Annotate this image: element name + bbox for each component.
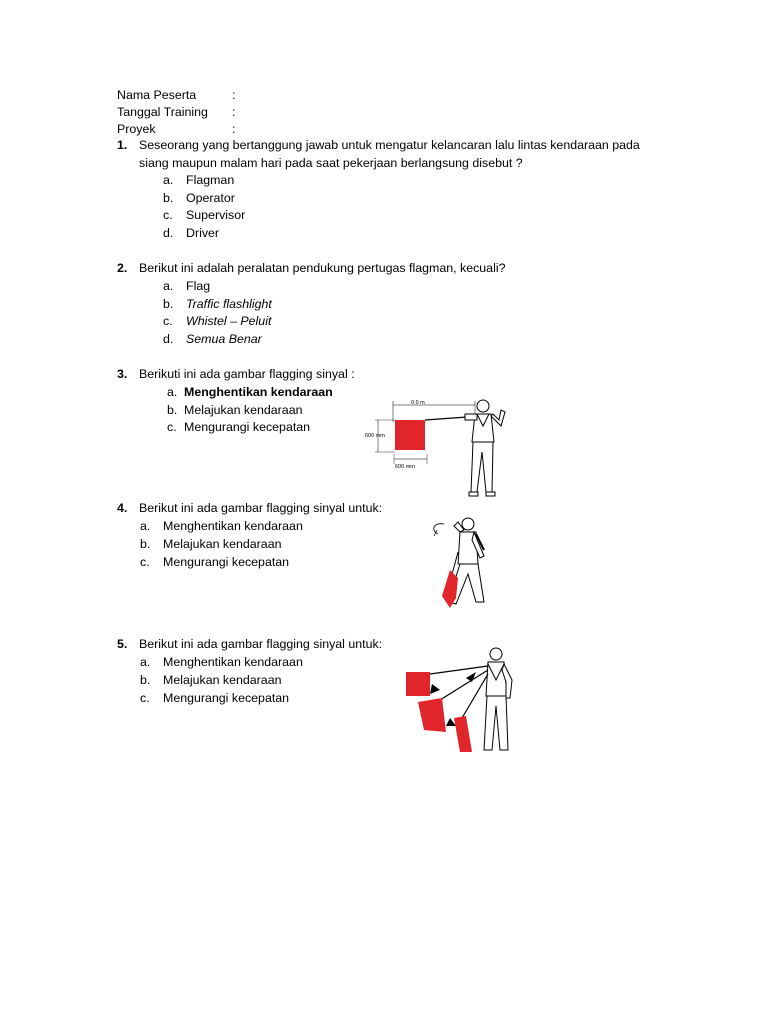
option-b: [167, 402, 302, 420]
option-c: [163, 207, 245, 225]
question-text-line-1: Berikut ini ada gambar flagging sinyal untuk:: [139, 501, 383, 515]
red-flag: [395, 420, 425, 450]
option-letter: c.: [167, 420, 177, 434]
dim-label-height: 600 mm: [365, 433, 385, 439]
option-text: Melajukan kendaraan: [184, 403, 303, 417]
option-b: [163, 190, 235, 208]
option-text: Mengurangi kecepatan: [184, 420, 311, 434]
option-letter: d.: [163, 332, 174, 346]
question-text-line-2: siang maupun malam hari pada saat pekerjaan berlangsung disebut ?: [139, 156, 523, 170]
option-text: Menghentikan kendaraan: [163, 655, 303, 669]
option-text: Operator: [186, 191, 235, 205]
option-a: [167, 384, 333, 402]
question-text-line-1: Seseorang yang bertanggung jawab untuk mengatur kelancaran lalu lintas kendaraan pada: [139, 138, 640, 152]
question-text-line-1: Berikut ini ada gambar flagging sinyal untuk:: [139, 637, 383, 651]
option-letter: b.: [140, 673, 151, 687]
option-text: Menghentikan kendaraan: [163, 519, 303, 533]
red-flag-middle: [418, 698, 446, 732]
field-separator: :: [232, 88, 236, 102]
flagman-stop-figure: [365, 392, 535, 504]
question-text-line-1: Berikuti ini ada gambar flagging sinyal :: [139, 367, 355, 381]
question-number: 3.: [117, 367, 128, 381]
option-a: [163, 172, 234, 190]
option-letter: d.: [163, 226, 174, 240]
option-letter: b.: [167, 403, 178, 417]
option-text: Melajukan kendaraan: [163, 673, 282, 687]
option-d: [163, 225, 219, 243]
option-letter: c.: [163, 208, 173, 222]
option-a: [140, 654, 303, 672]
option-letter: b.: [163, 191, 174, 205]
option-d: [163, 331, 262, 349]
red-flag-top: [406, 672, 430, 696]
option-a: [163, 278, 210, 296]
option-b: [163, 296, 272, 314]
option-c: [167, 419, 310, 437]
option-letter: a.: [163, 173, 174, 187]
option-text: Flagman: [186, 173, 235, 187]
option-text: Supervisor: [186, 208, 246, 222]
option-letter: b.: [163, 297, 174, 311]
dim-label-width: 600 mm: [395, 464, 415, 470]
flagman-slow-figure: [400, 640, 530, 758]
option-letter: c.: [163, 314, 173, 328]
option-text: Whistel – Peluit: [186, 314, 272, 328]
question-number: 5.: [117, 637, 128, 651]
option-a: [140, 518, 303, 536]
option-letter: a.: [167, 385, 178, 399]
option-c: [140, 690, 289, 708]
option-letter: b.: [140, 537, 151, 551]
option-text: Mengurangi kecepatan: [163, 555, 290, 569]
flagman-proceed-figure: [428, 512, 500, 612]
option-c: [163, 313, 271, 331]
option-b: [140, 536, 281, 554]
question-number: 2.: [117, 261, 128, 275]
question-number: 4.: [117, 501, 128, 515]
option-c: [140, 554, 289, 572]
red-flag-bottom: [454, 716, 472, 752]
option-letter: a.: [163, 279, 174, 293]
option-text: Melajukan kendaraan: [163, 537, 282, 551]
field-label-tanggal-training: Tanggal Training: [117, 105, 208, 119]
option-text: Flag: [186, 279, 211, 293]
dim-label-arm: 0.9 m: [411, 400, 425, 406]
field-separator: :: [232, 122, 236, 136]
option-b: [140, 672, 281, 690]
option-letter: a.: [140, 655, 151, 669]
option-text: Driver: [186, 226, 220, 240]
field-separator: :: [232, 105, 236, 119]
option-letter: a.: [140, 519, 151, 533]
option-text: Menghentikan kendaraan: [184, 385, 333, 399]
question-number: 1.: [117, 138, 128, 152]
field-label-proyek: Proyek: [117, 122, 156, 136]
option-text: Semua Benar: [186, 332, 262, 346]
field-label-nama-peserta: Nama Peserta: [117, 88, 197, 102]
option-text: Mengurangi kecepatan: [163, 691, 290, 705]
option-letter: c.: [140, 555, 150, 569]
option-text: Traffic flashlight: [186, 297, 272, 311]
option-letter: c.: [140, 691, 150, 705]
question-text-line-1: Berikut ini adalah peralatan pendukung pertugas flagman, kecuali?: [139, 261, 506, 275]
